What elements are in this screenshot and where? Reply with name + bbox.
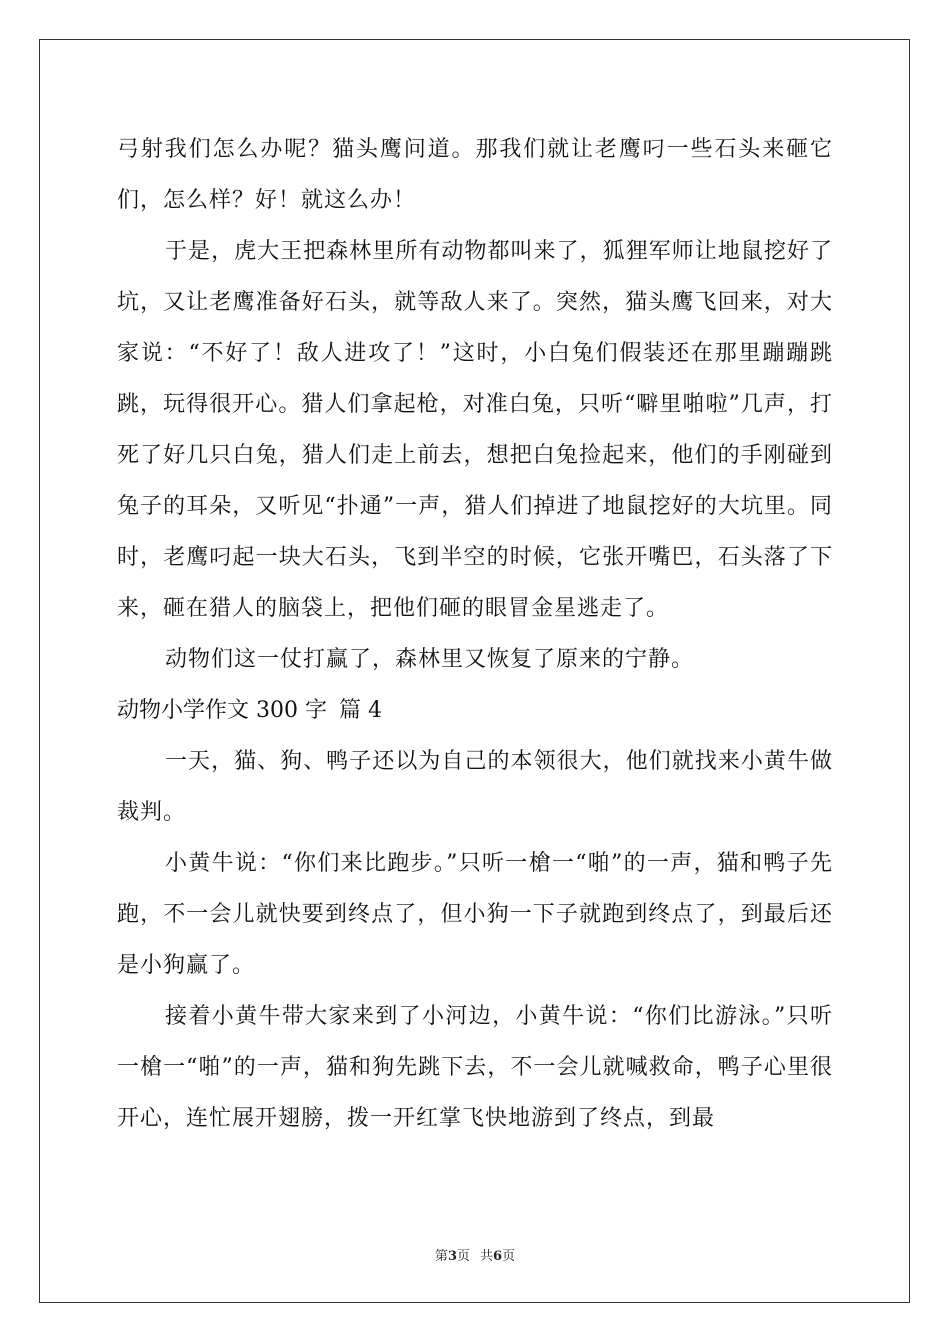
paragraph: 一天，猫、狗、鸭子还以为自己的本领很大，他们就找来小黄牛做裁判。 bbox=[117, 749, 833, 825]
paragraph: 弓射我们怎么办呢？猫头鹰问道。那我们就让老鹰叼一些石头来砸它们，怎么样？好！就这么办！ bbox=[117, 137, 833, 213]
page-footer bbox=[0, 1245, 950, 1264]
paragraph: 小黄牛说：“你们来比跑步。”只听一槍一“啪”的一声，猫和鸭子先跑，不一会儿就快要到终点了，但小狗一下子就跑到终点了，到最后还是小狗赢了。 bbox=[117, 851, 833, 978]
document-body bbox=[117, 124, 833, 1144]
page-suffix: 页 bbox=[456, 1249, 470, 1264]
page-total bbox=[480, 1249, 515, 1264]
total-suffix: 页 bbox=[502, 1249, 516, 1264]
total-prefix: 共 bbox=[480, 1249, 494, 1264]
page-current: 3 bbox=[447, 1249, 457, 1264]
page-number bbox=[435, 1249, 470, 1264]
section-heading-title: 动物小学作文 300 字 bbox=[117, 698, 327, 723]
paragraph: 接着小黄牛带大家来到了小河边，小黄牛说：“你们比游泳。”只听一槍一“啪”的一声，猫和狗先跳下去，不一会儿就喊救命，鸭子心里很开心，连忙展开翅膀，拨一开红掌飞快地游到了终点，到最 bbox=[117, 1004, 833, 1131]
section-heading-label: 篇 4 bbox=[338, 698, 382, 723]
paragraph: 于是，虎大王把森林里所有动物都叫来了，狐狸军师让地鼠挖好了坑，又让老鹰准备好石头，就等敌人来了。突然，猫头鹰飞回来，对大家说：“不好了！敌人进攻了！”这时，小白兔们假装还在那里蹦蹦跳跳，玩得很开心。猎人们拿起枪，对准白兔，只听“噼里啪啦”几声，打死了好几只白兔，猎人们走上前去，想把白兔捡起来，他们的手刚碰到兔子的耳朵，又听见“扑通”一声，猎人们掉进了地鼠挖好的大坑里。同时，老鹰叼起一块大石头，飞到半空的时候，它张开嘴巴，石头落了下来，砸在猎人的脑袋上，把他们砸的眼冒金星逃走了。 bbox=[117, 239, 833, 621]
page-prefix: 第 bbox=[434, 1249, 448, 1264]
section-heading bbox=[117, 685, 833, 736]
paragraph: 动物们这一仗打赢了，森林里又恢复了原来的宁静。 bbox=[165, 647, 695, 672]
total-count: 6 bbox=[493, 1249, 503, 1264]
